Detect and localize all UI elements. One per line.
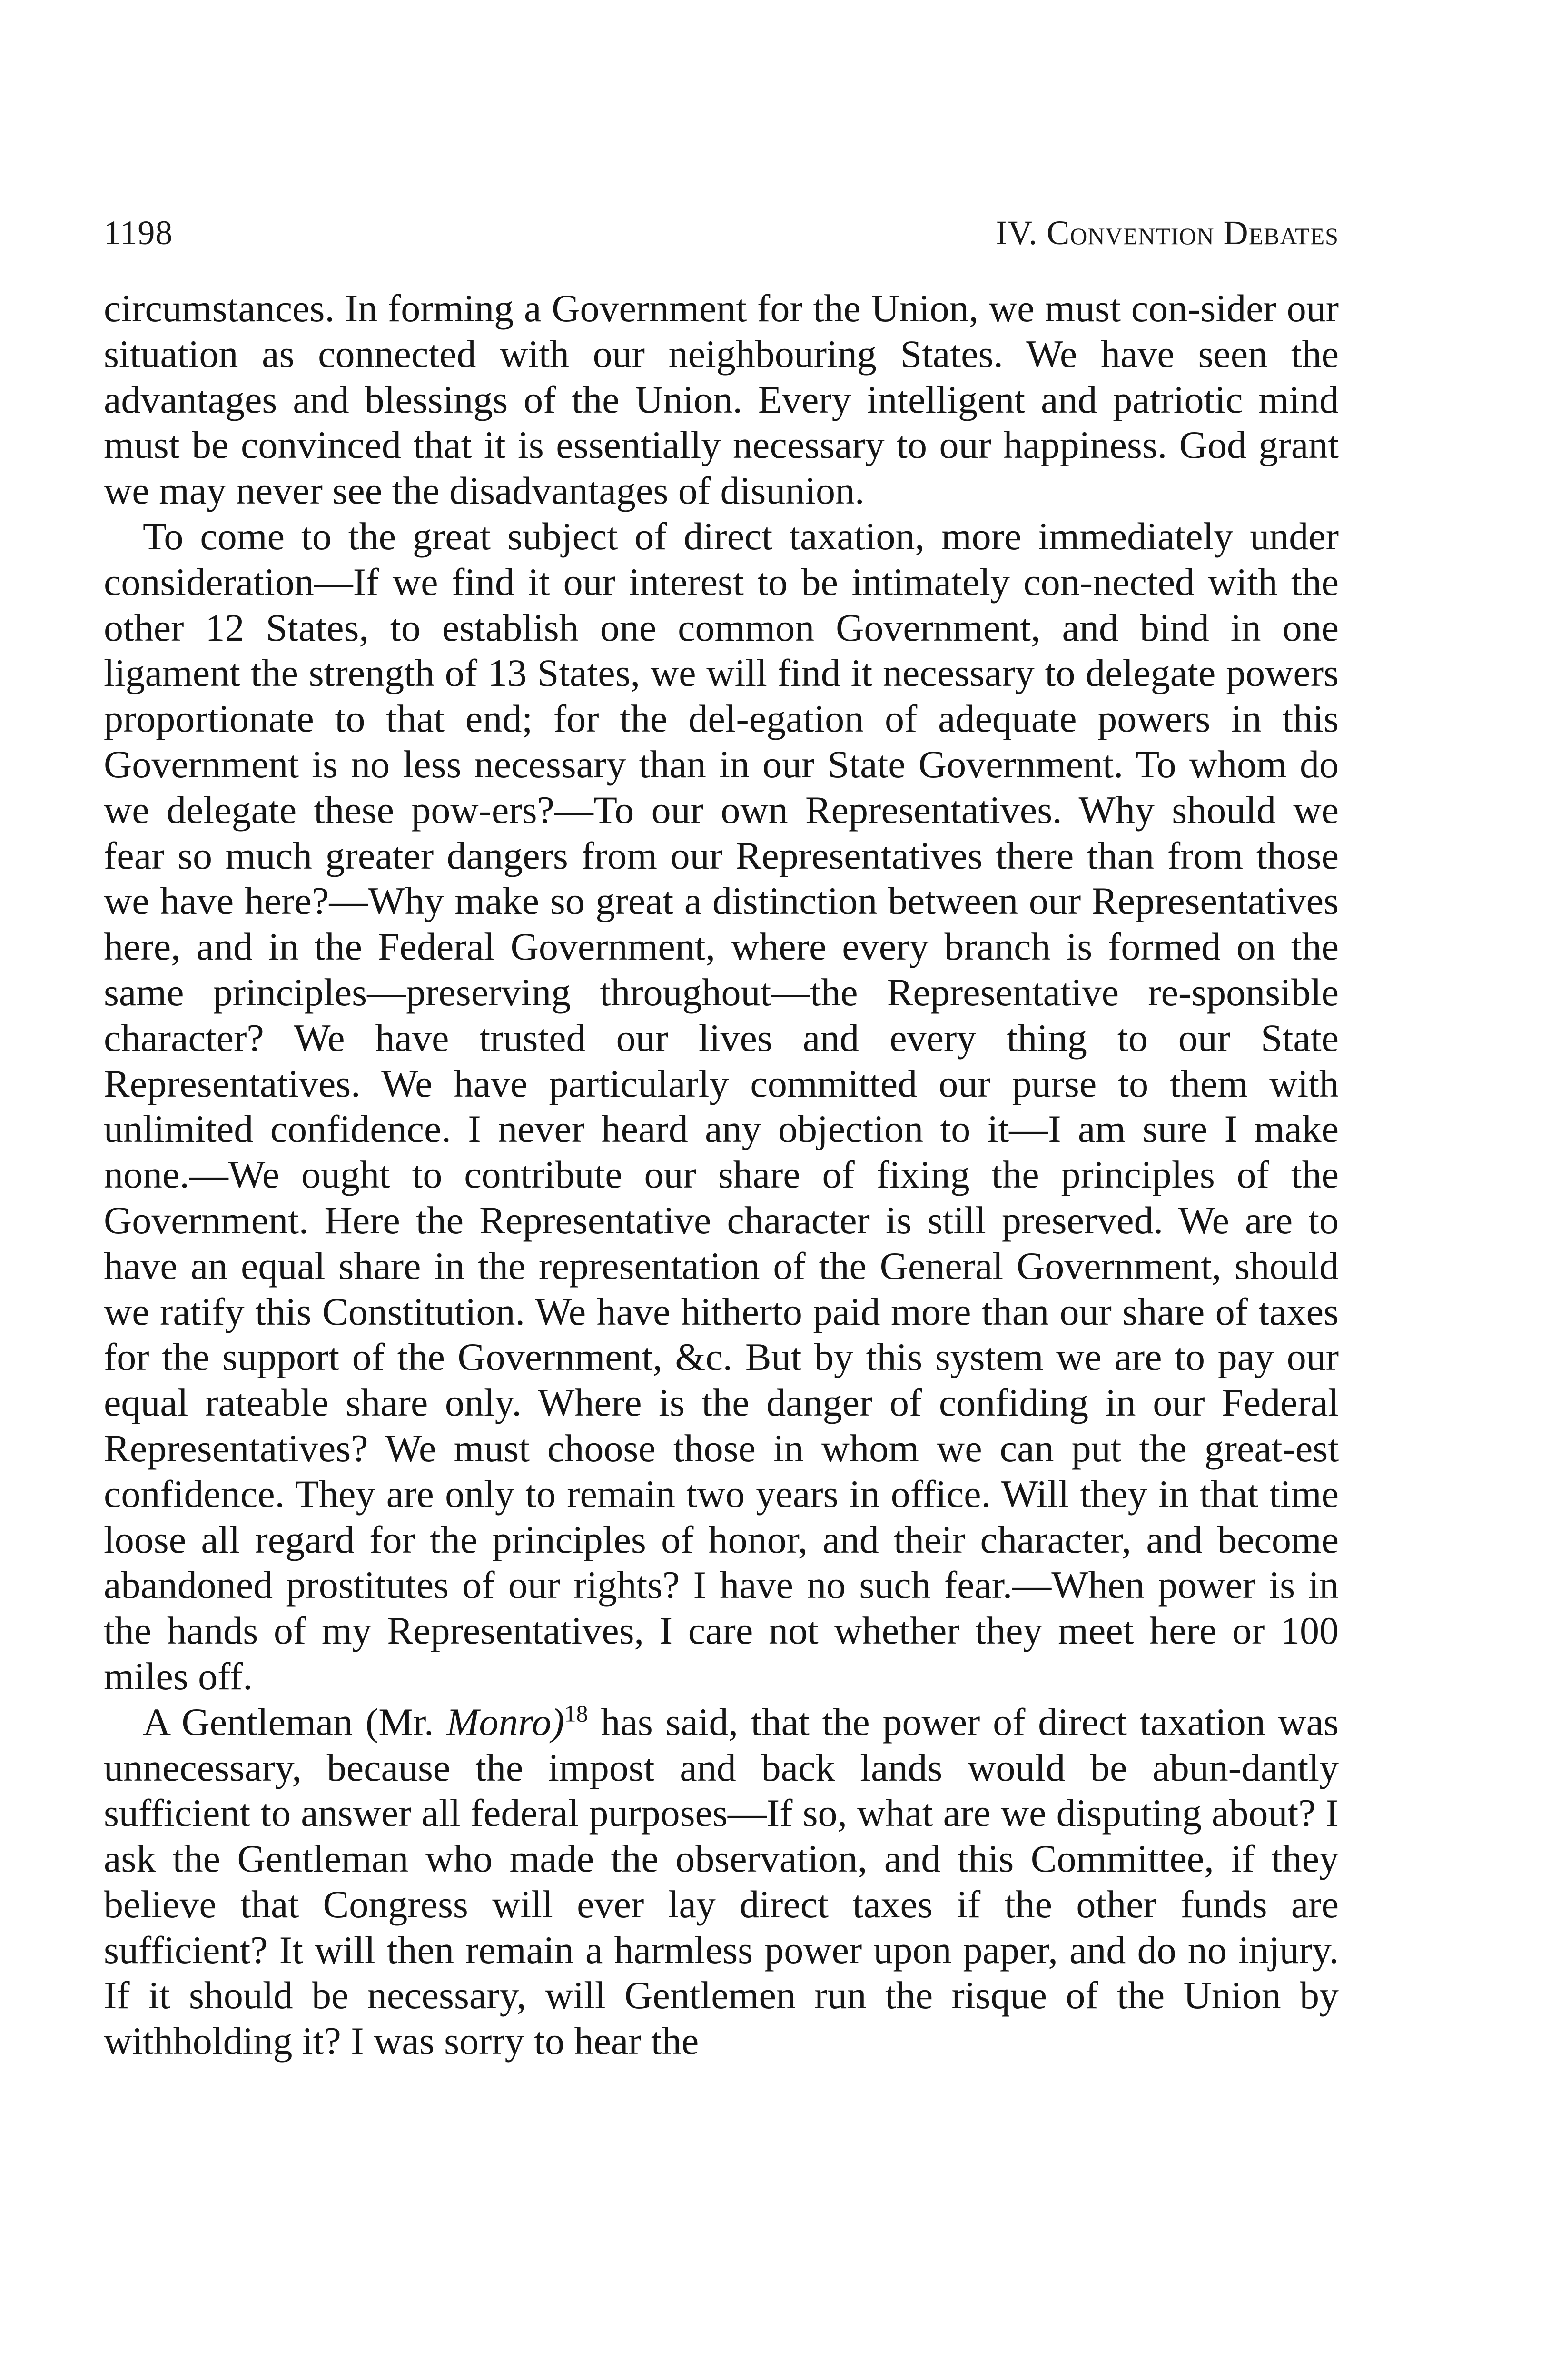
footnote-reference: 18 [564,1700,588,1727]
page-header [104,213,1339,266]
paragraph-text-rest: has said, that the power of direct taxation was unnecessary, because the impost and back lands would be abun-dantly sufficient to answer all federal purposes—If so, what are we disputing about? I ask the Gentleman who made the observation, and this Committee, if they believe that Congress will ever lay direct taxes if the other funds are sufficient? It will then remain a harmless power upon paper, and do no injury. If it should be necessary, will Gentlemen run the risque of the Union by withholding it? I was sorry to hear the [104,1700,1339,2063]
paragraph-gentleman-monro [104,1699,1339,2064]
paragraph-text-start: A Gentleman (Mr. [143,1700,447,1744]
page-number: 1198 [104,214,173,252]
paragraph-direct-taxation: To come to the great subject of direct taxation, more immediately under consideration—If we find it our interest to be intimately con-nected with the other 12 States, to establish one common Government, and bind in one ligament the strength of 13 States, we will find it necessary to delegate powers proportionate to that end; for the del-egation of adequate powers in this Government is no less necessary than in our State Government. To whom do we delegate these pow-ers?—To our own Representatives. Why should we fear so much greater dangers from our Representatives there than from those we have here?—Why make so great a distinction between our Representatives here, and in the Federal Government, where every branch is formed on the same principles—preserving throughout—the Representative re-sponsible character? We have trusted our lives and every thing to our State Representatives. We have particularly committed our purse to them with unlimited confidence. I never heard any objection to it—I am sure I make none.—We ought to contribute our share of fixing the principles of the Government. Here the Representative character is still preserved. We are to have an equal share in the representation of the General Government, should we ratify this Constitution. We have hitherto paid more than our share of taxes for the support of the Government, &c. But by this system we are to pay our equal rateable share only. Where is the danger of confiding in our Federal Representatives? We must choose those in whom we can put the great-est confidence. They are only to remain two years in office. Will they in that time loose all regard for the principles of honor, and their character, and become abandoned prostitutes of our rights? I have no such fear.—When power is in the hands of my Representatives, I care not whether they meet here or 100 miles off. [104,514,1339,1698]
speaker-name: Monro) [446,1700,564,1744]
body-text [104,286,1339,2064]
running-head: IV. Convention Debates [996,214,1339,252]
paragraph-continuation: circumstances. In forming a Government for the Union, we must con-sider our situation as connected with our neighbouring States. We have seen the advantages and blessings of the Union. Every intelligent and patriotic mind must be convinced that it is essentially necessary to our happiness. God grant we may never see the disadvantages of disunion. [104,287,1339,513]
